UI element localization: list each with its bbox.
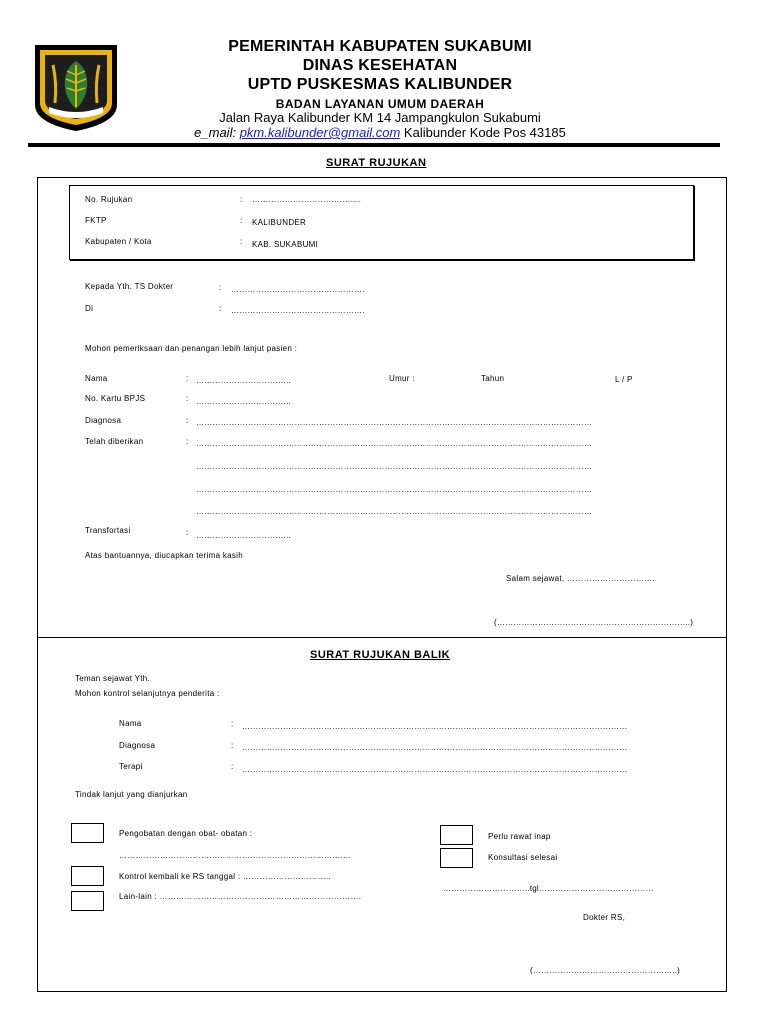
nama-label: Nama <box>85 374 108 383</box>
rawat-inap-checkbox[interactable] <box>440 825 473 845</box>
diagnosa-label: Diagnosa <box>85 416 122 425</box>
salam-text: Salam sejawat, …………….……………. <box>506 574 656 583</box>
header-address: Jalan Raya Kalibunder KM 14 Jampangkulon Sukabumi <box>219 110 541 125</box>
rujukan-title: SURAT RUJUKAN <box>326 157 427 169</box>
balik-signature[interactable]: (……………………………………………..) <box>530 966 680 975</box>
postal-code: Kalibunder Kode Pos 43185 <box>403 125 566 140</box>
di-colon: : <box>219 304 222 313</box>
tanggal-field[interactable]: …………………………..tgl…………………………………… <box>443 884 654 893</box>
header-government: PEMERINTAH KABUPATEN SUKABUMI <box>228 38 532 55</box>
telah-field-line[interactable]: ……………………………………………………………………………………………………….……………………… <box>196 485 593 494</box>
kabupaten-value: KAB. SUKABUMI <box>252 240 319 249</box>
form-frame <box>37 177 727 992</box>
bpjs-field[interactable]: …………………………….. <box>196 397 292 406</box>
dokter-rs-label: Dokter RS, <box>583 913 626 922</box>
no-rujukan-field[interactable]: …………………………………. <box>252 195 362 204</box>
telah-label: Telah diberikan <box>85 437 144 446</box>
di-field[interactable]: …………………………………………. <box>231 306 365 315</box>
kabupaten-colon: : <box>240 237 243 246</box>
header-puskesmas: UPTD PUSKESMAS KALIBUNDER <box>247 76 513 93</box>
kontrol-label: Kontrol kembali ke RS tanggal : ………………………….. <box>119 872 331 881</box>
telah-field-line[interactable]: ……………………………………………………………………………………………………….……………………… <box>196 507 593 516</box>
balik-diagnosa-label: Diagnosa <box>119 741 156 750</box>
section-divider <box>37 637 727 638</box>
telah-field-line[interactable]: ……………………………………………………………………………………………………….……………………… <box>196 439 593 448</box>
balik-diagnosa-field[interactable]: …………………………………………………………………………………………………………………………… <box>242 743 628 752</box>
konsultasi-checkbox[interactable] <box>440 848 473 868</box>
email-link[interactable]: pkm.kalibunder@gmail.com <box>239 125 401 140</box>
umur-label: Umur : <box>389 374 415 383</box>
tindak-text: Tindak lanjut yang dianjurkan <box>75 790 188 799</box>
balik-diagnosa-colon: : <box>231 741 234 750</box>
no-rujukan-label: No. Rujukan <box>85 195 133 204</box>
balik-terapi-colon: : <box>231 762 234 771</box>
atas-text: Atas bantuannya, diucapkan terima kasih <box>85 551 244 560</box>
pengobatan-label: Pengobatan dengan obat- obatan : <box>119 829 253 838</box>
transfortasi-label: Transfortasi <box>85 526 131 535</box>
balik-mohon-text: Mohon kontrol selanjutnya penderita : <box>75 689 220 698</box>
fktp-value: KALIBUNDER <box>252 218 307 227</box>
header-contact <box>130 125 630 140</box>
referral-info-box <box>69 185 694 260</box>
diagnosa-field[interactable]: ……………………………………………………………………………………………………….……………………… <box>196 418 593 427</box>
rawat-inap-label: Perlu rawat inap <box>488 832 551 841</box>
pengobatan-checkbox[interactable] <box>71 823 104 843</box>
balik-terapi-label: Terapi <box>119 762 143 771</box>
balik-nama-colon: : <box>231 719 234 728</box>
header-department: DINAS KESEHATAN <box>302 57 458 74</box>
tahun-label: Tahun <box>481 374 505 383</box>
balik-terapi-field[interactable]: …………………………………………………………………………………………………………………………… <box>242 765 628 774</box>
header-blud: BADAN LAYANAN UMUM DAERAH <box>275 97 485 111</box>
telah-field-line[interactable]: ……………………………………………………………………………………………………….……………………… <box>196 462 593 471</box>
sukabumi-emblem-logo <box>33 43 119 133</box>
kepada-field[interactable]: …………………………………………. <box>231 285 365 294</box>
balik-nama-label: Nama <box>119 719 142 728</box>
konsultasi-label: Konsultasi selesai <box>488 853 558 862</box>
mohon-text: Mohon pemeriksaan dan penangan lebih lanjut pasien : <box>85 344 298 353</box>
telah-colon: : <box>186 437 189 446</box>
di-label: Di <box>85 304 94 313</box>
balik-title: SURAT RUJUKAN BALIK <box>310 649 451 661</box>
transfortasi-colon: : <box>186 528 189 537</box>
header-rule <box>28 143 720 147</box>
diagnosa-colon: : <box>186 416 189 425</box>
email-label: e_mail: <box>194 125 237 140</box>
no-rujukan-colon: : <box>240 195 243 204</box>
kabupaten-label: Kabupaten / Kota <box>85 237 152 246</box>
bpjs-label: No. Kartu BPJS <box>85 394 146 403</box>
transfortasi-field[interactable]: …………………………….. <box>196 531 292 540</box>
nama-colon: : <box>186 374 189 383</box>
kepada-label: Kepada Yth. TS Dokter <box>85 282 174 291</box>
fktp-label: FKTP <box>85 216 107 225</box>
lp-label: L / P <box>615 375 633 384</box>
balik-nama-field[interactable]: …………………………………………………………………………………………………………………………… <box>242 722 628 731</box>
lain-lain-checkbox[interactable] <box>71 891 104 911</box>
rujukan-signature[interactable]: (……………………………………………………………..) <box>494 618 694 627</box>
kepada-colon: : <box>219 283 222 292</box>
bpjs-colon: : <box>186 394 189 403</box>
teman-text: Teman sejawat Yth. <box>75 674 151 683</box>
fktp-colon: : <box>240 216 243 225</box>
nama-field[interactable]: …………………………….. <box>196 376 292 385</box>
kontrol-checkbox[interactable] <box>71 866 104 886</box>
pengobatan-field[interactable]: …………………………………………………………………………. <box>119 851 352 860</box>
lain-lain-label: Lain-lain : ………………………………………………………………. <box>119 892 362 901</box>
